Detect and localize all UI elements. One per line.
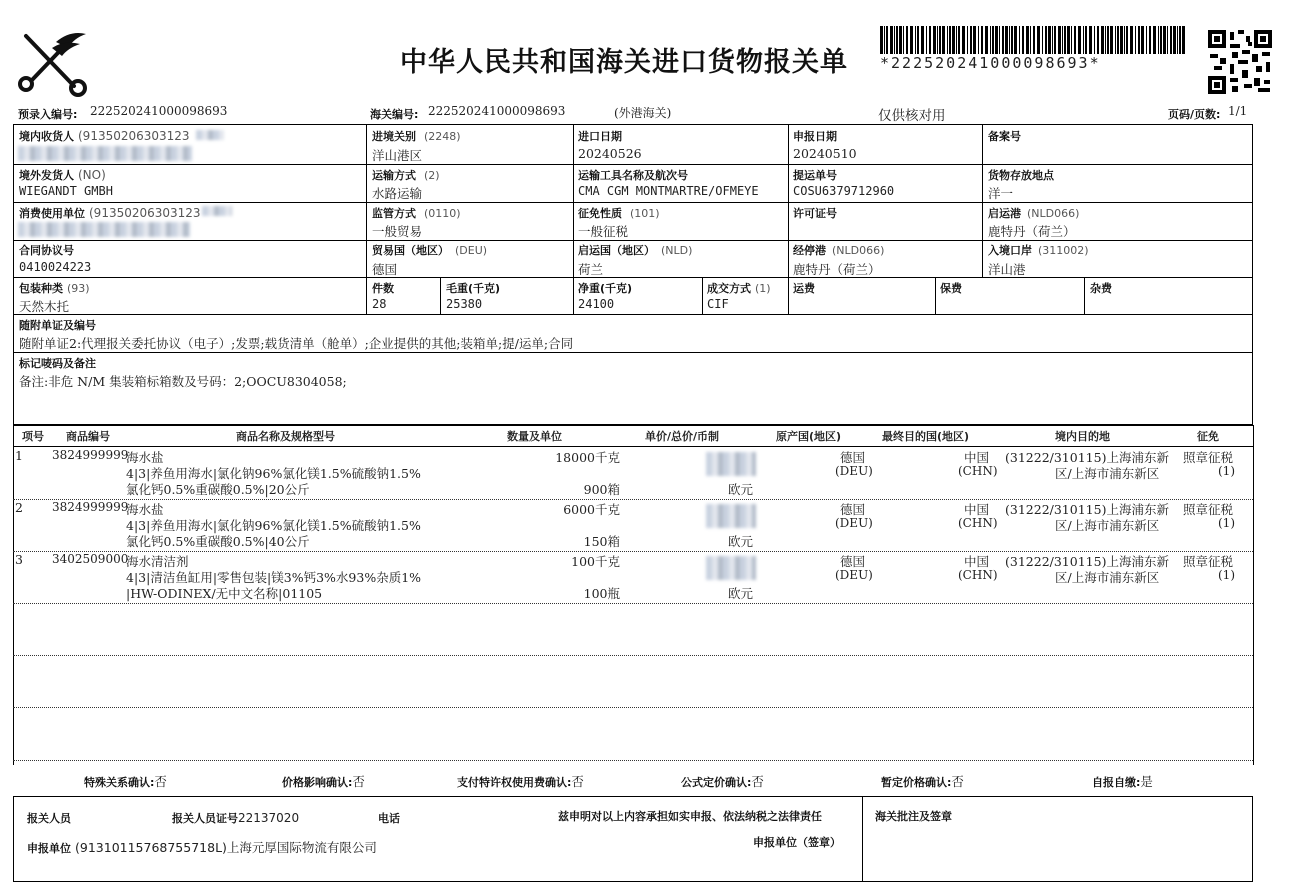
- barcode-bar: [1158, 26, 1159, 54]
- barcode-bar: [906, 26, 908, 54]
- barcode-number: *2225202410000986​93*: [880, 54, 1101, 72]
- barcode-bar: [910, 26, 913, 54]
- redaction-mask: [196, 130, 224, 140]
- goods-item-spec: |HW-ODINEX/无中文名称|01105: [126, 586, 323, 601]
- pre-entry-number: 222520241000098693: [90, 104, 228, 118]
- import-date: 20240526: [578, 146, 642, 161]
- barcode-bar: [1071, 26, 1072, 54]
- bl-value: COSU6379712960: [793, 184, 895, 198]
- barcode-bar: [1179, 26, 1181, 54]
- levy-label: 征免性质: [578, 207, 622, 220]
- barcode-bar: [896, 26, 898, 54]
- barcode-bar: [933, 26, 936, 54]
- goods-item-qty: 6000千克: [563, 502, 620, 517]
- barcode-bar: [992, 26, 994, 54]
- customs-emblem-icon: [12, 28, 92, 98]
- goods-item-dest: 中国: [964, 450, 990, 465]
- entry-customs-code: (2248): [424, 130, 461, 143]
- gross-value: 25380: [446, 297, 483, 311]
- unit-label: 申报单位: [27, 842, 71, 855]
- entry-port-value: 洋山港: [988, 262, 1026, 277]
- barcode-bar: [1022, 26, 1024, 54]
- goods-item-domestic: 区/上海市浦东新区: [1055, 466, 1160, 481]
- redaction-mask: [202, 206, 232, 216]
- deal-code: (1): [755, 282, 771, 295]
- barcode-bar: [1138, 26, 1140, 54]
- barcode-bar: [1011, 26, 1013, 54]
- page-label: 页码/页数:: [1168, 108, 1221, 121]
- goods-item-domestic: (31222/310115)上海浦东新: [1005, 502, 1169, 517]
- barcode-bar: [1014, 26, 1017, 54]
- declarant-cert-label: 报关人员证号: [172, 812, 238, 825]
- barcode-bar: [990, 26, 991, 54]
- deal-label: 成交方式: [707, 282, 751, 295]
- barcode-bar: [1089, 26, 1092, 54]
- provisional-label: 暂定价格确认:: [881, 776, 952, 789]
- formula-label: 公式定价确认:: [681, 776, 752, 789]
- depart-country-code: (NLD): [661, 244, 693, 257]
- transit-code: (NLD066): [832, 244, 885, 257]
- marks-value: 备注:非危 N/M 集装箱标箱数及号码：2;OOCU8304058;: [19, 374, 347, 389]
- contract-label: 合同协议号: [19, 244, 74, 257]
- barcode-bar: [1062, 26, 1063, 54]
- goods-item-levy-code: (1): [1218, 516, 1235, 530]
- barcode-bar: [1182, 26, 1185, 54]
- shipper-value: WIEGANDT GMBH: [19, 184, 113, 198]
- barcode-bar: [1120, 26, 1123, 54]
- barcode-bar: [1149, 26, 1151, 54]
- barcode-bar: [947, 26, 948, 54]
- barcode-bar: [962, 26, 965, 54]
- legal-statement: 兹申明对以上内容承担如实申报、依法纳税之法律责任: [558, 810, 822, 823]
- barcode-bar: [970, 26, 972, 54]
- royalty-label: 支付特许权使用费确认:: [457, 776, 572, 789]
- price-impact-value: 否: [352, 774, 365, 789]
- entry-port-label: 入境口岸: [988, 244, 1032, 257]
- port-note: (外港海关): [614, 106, 672, 120]
- barcode-bar: [903, 26, 904, 54]
- barcode-bar: [958, 26, 960, 54]
- barcode-bar: [1160, 26, 1162, 54]
- goods-item-dest-code: (CHN): [958, 464, 998, 478]
- barcode-bar: [1085, 26, 1087, 54]
- barcode-bar: [915, 26, 916, 54]
- goods-item-domestic: 区/上海市浦东新区: [1055, 518, 1160, 533]
- barcode-bar: [1054, 26, 1056, 54]
- goods-item-currency: 欧元: [728, 534, 754, 549]
- declarant-cert-value: 22137020: [238, 811, 300, 825]
- barcode-bar: [886, 26, 888, 54]
- package-value: 天然木托: [19, 299, 70, 314]
- barcode-bar: [921, 26, 924, 54]
- entry-customs-value: 洋山港区: [372, 148, 423, 163]
- barcode-bar: [1135, 26, 1136, 54]
- redaction-mask: [706, 452, 756, 476]
- goods-item-currency: 欧元: [728, 482, 754, 497]
- barcode-bar: [1170, 26, 1172, 54]
- customs-note-label: 海关批注及签章: [875, 810, 952, 823]
- barcode-bar: [890, 26, 893, 54]
- depart-port-code: (NLD066): [1027, 207, 1080, 220]
- barcode-bar: [1037, 26, 1040, 54]
- levy-value: 一般征税: [578, 224, 629, 239]
- barcode-bar: [929, 26, 931, 54]
- transport-code: (2): [424, 169, 440, 182]
- special-relation-value: 否: [154, 774, 167, 789]
- record-no-label: 备案号: [988, 130, 1021, 143]
- barcode-bar: [1141, 26, 1144, 54]
- unit-value: (91310115768755718L)上海元厚国际物流有限公司: [75, 840, 377, 855]
- formula-value: 否: [751, 774, 764, 789]
- goods-item-levy: 照章征税: [1183, 554, 1234, 569]
- consignee-label: 境内收货人: [19, 130, 74, 143]
- barcode-bar: [1173, 26, 1176, 54]
- verify-note: 仅供核对用: [878, 108, 946, 124]
- barcode-bar: [1146, 26, 1147, 54]
- page-number: 1/1: [1228, 104, 1248, 118]
- pieces-value: 28: [372, 297, 387, 311]
- goods-header-domestic: 境内目的地: [1055, 430, 1110, 443]
- vessel-value: CMA CGM MONTMARTRE/OFMEYE: [578, 184, 759, 198]
- barcode-bar: [1045, 26, 1047, 54]
- barcode-bar: [1163, 26, 1166, 54]
- insurance-label: 保费: [940, 282, 962, 295]
- self-pay-label: 自报自缴:: [1092, 776, 1141, 789]
- barcode-bar: [1058, 26, 1061, 54]
- license-label: 许可证号: [793, 207, 837, 220]
- barcode-bar: [985, 26, 988, 54]
- goods-item-qty: 100千克: [571, 554, 620, 569]
- goods-item-name: 海水盐: [126, 450, 164, 465]
- goods-header-dest: 最终目的国(地区): [882, 430, 970, 443]
- barcode-bar: [1153, 26, 1156, 54]
- barcode-bar: [981, 26, 983, 54]
- net-value: 24100: [578, 297, 615, 311]
- barcode-bar: [1124, 26, 1125, 54]
- barcode-bar: [1064, 26, 1066, 54]
- goods-item-levy: 照章征税: [1183, 502, 1234, 517]
- barcode-bar: [1002, 26, 1004, 54]
- goods-header-origin: 原产国(地区): [776, 430, 842, 443]
- redaction-mask: [706, 556, 756, 580]
- barcode-bar: [1052, 26, 1053, 54]
- goods-item-qty: 18000千克: [555, 450, 620, 465]
- barcode-bar: [1083, 26, 1084, 54]
- goods-header-no: 项号: [22, 430, 44, 443]
- barcode-bar: [1078, 26, 1081, 54]
- package-label: 包装种类: [19, 282, 63, 295]
- goods-item-origin-code: (DEU): [835, 464, 873, 478]
- supervision-value: 一般贸易: [372, 224, 423, 239]
- goods-item-origin: 德国: [840, 450, 866, 465]
- gross-label: 毛重(千克): [446, 282, 501, 295]
- barcode-bar: [1105, 26, 1106, 54]
- goods-item-qty-unit: 900箱: [583, 482, 620, 497]
- goods-item-domestic: (31222/310115)上海浦东新: [1005, 554, 1169, 569]
- transport-value: 水路运输: [372, 186, 423, 201]
- barcode-bar: [952, 26, 955, 54]
- goods-item-domestic: (31222/310115)上海浦东新: [1005, 450, 1169, 465]
- customs-no-label: 海关编号:: [370, 108, 419, 121]
- transport-label: 运输方式: [372, 169, 416, 182]
- net-label: 净重(千克): [578, 282, 633, 295]
- goods-header-code: 商品编号: [66, 430, 110, 443]
- barcode-bar: [880, 26, 883, 54]
- barcode-bar: [1019, 26, 1020, 54]
- barcode-bar: [1009, 26, 1010, 54]
- declare-date: 20240510: [793, 146, 857, 161]
- barcode-bar: [1117, 26, 1119, 54]
- contract-value: 0410024223: [19, 260, 92, 274]
- depart-port-value: 鹿特丹（荷兰）: [988, 224, 1076, 239]
- goods-item-name: 海水盐: [126, 502, 164, 517]
- shipper-code: (NO): [78, 168, 106, 182]
- barcode-bar: [1005, 26, 1008, 54]
- barcode-bar: [937, 26, 938, 54]
- goods-item-dest-code: (CHN): [958, 568, 998, 582]
- entry-customs-label: 进境关别: [372, 130, 416, 143]
- depart-country-value: 荷兰: [578, 262, 604, 277]
- barcode-bar: [1126, 26, 1128, 54]
- barcode-bar: [942, 26, 945, 54]
- barcode-bar: [1094, 26, 1095, 54]
- page-title: 中华人民共和国海关进口货物报关单: [400, 47, 848, 78]
- barcode-bar: [999, 26, 1000, 54]
- documents-label: 随附单证及编号: [19, 319, 96, 332]
- levy-code: (101): [630, 207, 660, 220]
- goods-item-no: 3: [15, 552, 23, 567]
- barcode-bar: [1048, 26, 1051, 54]
- barcode-bar: [995, 26, 998, 54]
- package-code: (93): [67, 282, 90, 295]
- goods-item-no: 1: [15, 448, 23, 463]
- barcode-bar: [1067, 26, 1070, 54]
- self-pay-value: 是: [1140, 774, 1153, 789]
- consumer-label: 消费使用单位: [19, 207, 85, 220]
- barcode-bar: [967, 26, 968, 54]
- goods-item-spec: 4|3|养鱼用海水|氯化钠96%氯化镁1.5%硫酸钠1.5%: [126, 466, 421, 481]
- goods-item-code: 3824999999: [52, 448, 129, 462]
- pre-entry-label: 预录入编号:: [18, 108, 78, 121]
- bl-label: 提运单号: [793, 169, 837, 182]
- deal-value: CIF: [707, 297, 729, 311]
- goods-item-currency: 欧元: [728, 586, 754, 601]
- goods-item-levy: 照章征税: [1183, 450, 1234, 465]
- goods-item-dest: 中国: [964, 554, 990, 569]
- vessel-label: 运输工具名称及航次号: [578, 169, 688, 182]
- barcode-bar: [884, 26, 885, 54]
- royalty-value: 否: [571, 774, 584, 789]
- barcode-bar: [1110, 26, 1113, 54]
- unit-sign-label: 申报单位（签章）: [753, 836, 841, 849]
- goods-item-levy-code: (1): [1218, 568, 1235, 582]
- goods-item-code: 3824999999: [52, 500, 129, 514]
- goods-item-domestic: 区/上海市浦东新区: [1055, 570, 1160, 585]
- goods-item-dest-code: (CHN): [958, 516, 998, 530]
- barcode-bar: [1130, 26, 1133, 54]
- goods-item-spec: 氯化钙0.5%重碳酸0.5%|40公斤: [126, 534, 310, 549]
- barcode-bar: [939, 26, 941, 54]
- supervision-code: (0110): [424, 207, 461, 220]
- barcode-bar: [949, 26, 951, 54]
- goods-item-code: 3402509000: [52, 552, 129, 566]
- goods-item-dest: 中国: [964, 502, 990, 517]
- barcode-bar: [1033, 26, 1035, 54]
- goods-item-origin: 德国: [840, 502, 866, 517]
- supervision-label: 监管方式: [372, 207, 416, 220]
- barcode-bar: [1115, 26, 1116, 54]
- goods-item-qty-unit: 100瓶: [583, 586, 620, 601]
- declarant-label: 报关人员: [27, 812, 71, 825]
- documents-value: 随附单证2:代理报关委托协议（电子）;发票;载货清单（舱单）;企业提供的其他;装箱单;提/运单;合同: [19, 336, 574, 351]
- barcode-bar: [1030, 26, 1031, 54]
- transit-value: 鹿特丹（荷兰）: [793, 262, 881, 277]
- barcode-bar: [917, 26, 919, 54]
- barcode-bar: [1026, 26, 1029, 54]
- goods-item-qty-unit: 150箱: [583, 534, 620, 549]
- qr-code-icon: [1208, 30, 1272, 94]
- barcode-bar: [978, 26, 979, 54]
- barcode-bar: [973, 26, 976, 54]
- goods-header-price: 单价/总价/币制: [645, 430, 720, 443]
- consignee-code: (91350206303123: [78, 129, 190, 143]
- goods-header-qty: 数量及单位: [507, 430, 562, 443]
- goods-header-name: 商品名称及规格型号: [236, 430, 335, 443]
- pieces-label: 件数: [372, 282, 394, 295]
- trade-country-code: (DEU): [455, 244, 488, 257]
- goods-item-origin-code: (DEU): [835, 516, 873, 530]
- redaction-mask: [18, 222, 190, 237]
- freight-label: 运费: [793, 282, 815, 295]
- special-relation-label: 特殊关系确认:: [84, 776, 155, 789]
- storage-value: 洋一: [988, 186, 1014, 201]
- price-impact-label: 价格影响确认:: [282, 776, 353, 789]
- declare-date-label: 申报日期: [793, 130, 837, 143]
- trade-country-label: 贸易国（地区）: [372, 244, 449, 257]
- provisional-value: 否: [951, 774, 964, 789]
- barcode-bar: [1107, 26, 1109, 54]
- transit-label: 经停港: [793, 244, 826, 257]
- entry-port-code: (311002): [1038, 244, 1089, 257]
- redaction-mask: [18, 146, 192, 161]
- consumer-code: (91350206303123: [89, 206, 201, 220]
- goods-item-levy-code: (1): [1218, 464, 1235, 478]
- barcode-bar: [1167, 26, 1168, 54]
- goods-item-origin: 德国: [840, 554, 866, 569]
- barcode-bar: [894, 26, 895, 54]
- barcode-bar: [1097, 26, 1099, 54]
- import-date-label: 进口日期: [578, 130, 622, 143]
- goods-item-origin-code: (DEU): [835, 568, 873, 582]
- storage-label: 货物存放地点: [988, 169, 1054, 182]
- trade-country-value: 德国: [372, 262, 398, 277]
- barcode-bar: [956, 26, 957, 54]
- barcode-bar: [1101, 26, 1104, 54]
- shipper-label: 境外发货人: [19, 169, 74, 182]
- goods-item-name: 海水清洁剂: [126, 554, 189, 569]
- phone-label: 电话: [378, 812, 400, 825]
- goods-header-levy: 征免: [1197, 430, 1219, 443]
- goods-item-no: 2: [15, 500, 23, 515]
- barcode-bar: [899, 26, 902, 54]
- goods-item-spec: 氯化钙0.5%重碳酸0.5%|20公斤: [126, 482, 310, 497]
- barcode-bar: [1177, 26, 1178, 54]
- redaction-mask: [706, 504, 756, 528]
- barcode-bar: [1042, 26, 1043, 54]
- goods-item-spec: 4|3|清洁鱼缸用|零售包装|镁3%钙3%水93%杂质1%: [126, 570, 422, 585]
- marks-label: 标记唛码及备注: [19, 357, 96, 370]
- customs-no: 222520241000098693: [428, 104, 566, 118]
- misc-label: 杂费: [1090, 282, 1112, 295]
- goods-item-spec: 4|3|养鱼用海水|氯化钠96%氯化镁1.5%硫酸钠1.5%: [126, 518, 421, 533]
- barcode-bar: [1074, 26, 1076, 54]
- depart-country-label: 启运国（地区）: [578, 244, 655, 257]
- barcode-bar: [926, 26, 927, 54]
- depart-port-label: 启运港: [988, 207, 1021, 220]
- barcode: [880, 26, 1190, 54]
